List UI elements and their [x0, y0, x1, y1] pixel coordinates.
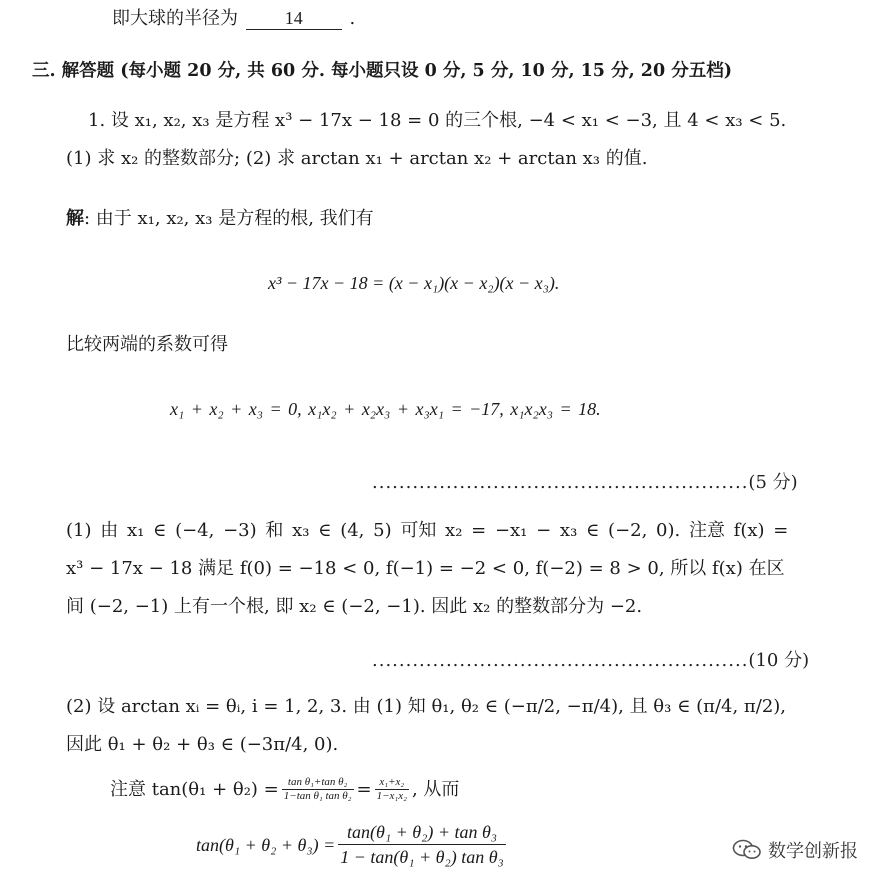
score-dots-2 — [372, 646, 809, 672]
answer-prefix: 即大球的半径为 — [112, 8, 238, 29]
solution-label: 解 — [66, 208, 84, 229]
final-tan-equation — [196, 820, 509, 869]
score-10: (10 分) — [748, 650, 810, 671]
tan-sum-denominator: 1−tan θ₁ tan θ₂ — [283, 790, 352, 802]
final-numerator: tan(θ₁ + θ₂) + tan θ₃ — [338, 820, 506, 845]
score-dots-1 — [372, 468, 798, 494]
x-sum-numerator: x₁+x₂ — [375, 776, 409, 790]
part2-line-1: (2) 设 arctan xᵢ = θᵢ, i = 1, 2, 3. 由 (1) 知 θ₁, θ₂ ∈ (−π/2, −π/4), 且 θ₃ ∈ (π/4, π/2), — [66, 696, 787, 717]
part1-line-1: (1) 由 x₁ ∈ (−4, −3) 和 x₃ ∈ (4, 5) 可知 x₂ = −x₁ − x₃ ∈ (−2, 0). 注意 f(x) = — [66, 520, 789, 541]
vieta-equations: x₁ + x₂ + x₃ = 0, x₁x₂ + x₂x₃ + x₃x₁ = −17, x₁x₂x₃ = 18. — [170, 399, 601, 419]
final-denominator: 1 − tan(θ₁ + θ₂) tan θ₃ — [340, 847, 504, 867]
dots-leader-2: ........................................................ — [372, 650, 749, 671]
note-equals: = — [356, 778, 372, 800]
tan-sum-numerator: tan θ₁+tan θ₂ — [282, 776, 354, 790]
watermark-text: 数学创新报 — [768, 841, 858, 862]
answer-blank: 14 — [246, 7, 342, 30]
part2-line-2: 因此 θ₁ + θ₂ + θ₃ ∈ (−3π/4, 0). — [66, 734, 339, 755]
tan-sum-fraction — [282, 776, 354, 803]
part1-line-3: 间 (−2, −1) 上有一个根, 即 x₂ ∈ (−2, −1). 因此 x₂ 的整数部分为 −2. — [66, 596, 643, 617]
note-suffix: , 从而 — [411, 778, 460, 800]
tan-sum-note — [110, 776, 459, 803]
section-heading: 三. 解答题 (每小题 20 分, 共 60 分. 每小题只设 0 分, 5 分, 10 分, 15 分, 20 分五档) — [32, 61, 732, 81]
final-lhs: tan(θ₁ + θ₂ + θ₃) = — [196, 834, 336, 855]
part1-line-2: x³ − 17x − 18 满足 f(0) = −18 < 0, f(−1) = −2 < 0, f(−2) = 8 > 0, 所以 f(x) 在区 — [66, 558, 785, 579]
wechat-icon — [732, 839, 762, 861]
solution-intro-text: : 由于 x₁, x₂, x₃ 是方程的根, 我们有 — [84, 208, 374, 229]
compare-coefficients-text: 比较两端的系数可得 — [66, 334, 228, 355]
dots-leader-1: ........................................................ — [372, 472, 749, 493]
factorization-equation: x³ − 17x − 18 = (x − x₁)(x − x₂)(x − x₃). — [268, 273, 560, 293]
problem-line-2: (1) 求 x₂ 的整数部分; (2) 求 arctan x₁ + arctan x₂ + arctan x₃ 的值. — [66, 148, 648, 169]
note-prefix: 注意 tan(θ₁ + θ₂) = — [110, 778, 279, 800]
watermark — [732, 837, 858, 863]
answer-suffix: . — [349, 8, 356, 29]
final-fraction — [338, 820, 506, 869]
x-sum-fraction — [375, 776, 409, 803]
score-5: (5 分) — [748, 472, 798, 493]
solution-intro — [66, 206, 374, 232]
x-sum-denominator: 1−x₁x₂ — [376, 790, 407, 802]
problem-line-1: 1. 设 x₁, x₂, x₃ 是方程 x³ − 17x − 18 = 0 的三个根, −4 < x₁ < −3, 且 4 < x₃ < 5. — [88, 110, 787, 131]
answer-line — [112, 6, 355, 32]
